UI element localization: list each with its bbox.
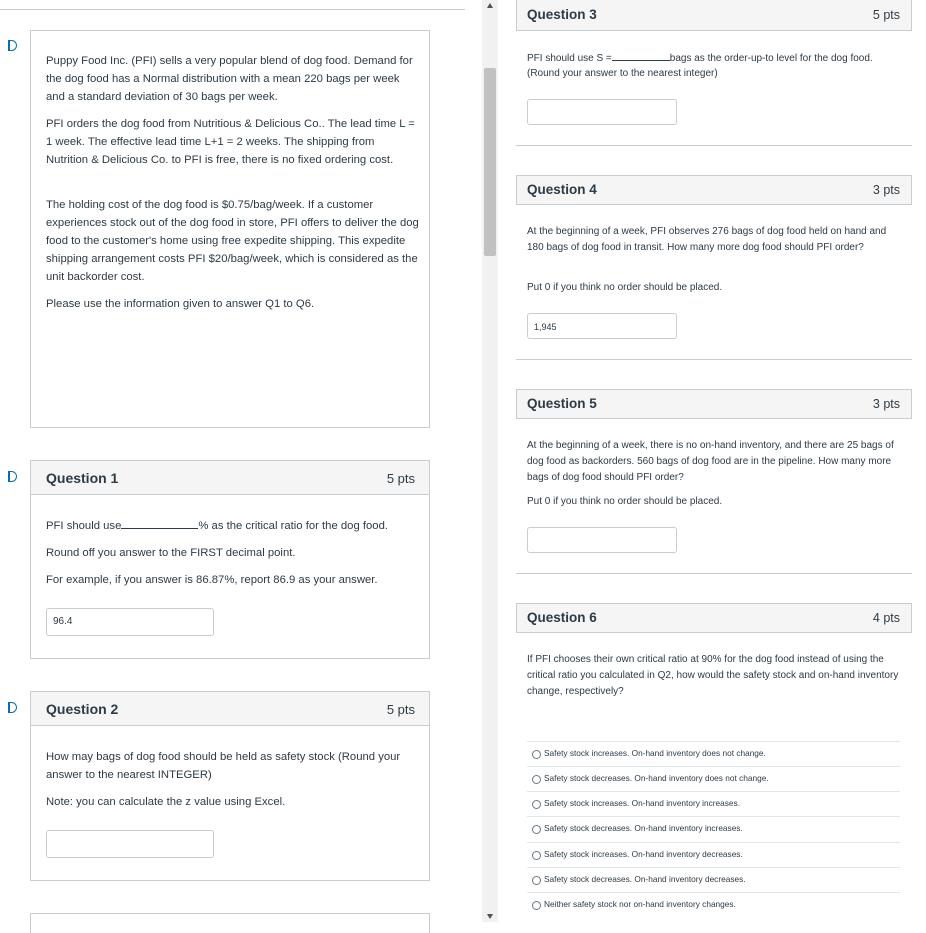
context-paragraph-4: Please use the information given to answer Q1 to Q6. [46, 298, 315, 310]
question-4-answer-input[interactable]: 1,945 [527, 313, 677, 339]
question-1-instruction: Round off you answer to the FIRST decimal point. [46, 547, 296, 559]
bookmark-flag-icon[interactable] [8, 702, 17, 713]
question-6-title: Question 6 [527, 610, 597, 625]
top-divider [0, 9, 465, 10]
question-4-prompt: At the beginning of a week, PFI observes 276 bags of dog food held on hand and 180 bags of dog food in transit. How many more dog food should PFI order? [527, 226, 887, 253]
question-5-bottom-divider [516, 573, 912, 574]
question-1-prompt: PFI should use % as the critical ratio for the dog food. [46, 517, 421, 535]
question-2-answer-input[interactable] [46, 830, 214, 858]
question-1-points: 5 pts [386, 471, 415, 486]
option-label: Safety stock increases. On-hand inventory increases. [544, 798, 740, 808]
context-paragraph-2: PFI orders the dog food from Nutritious & Delicious Co.. The lead time L = 1 week. The effective lead time L+1 = 2 weeks. The shipping from Nutrition & Delicious Co. to PFI is free, there is no fixed ordering cost. [46, 118, 415, 166]
question-2-card [30, 691, 430, 881]
question-5-answer-input[interactable] [527, 527, 677, 553]
context-paragraph-1: Puppy Food Inc. (PFI) sells a very popular blend of dog food. Demand for the dog food has a Normal distribution with a mean 220 bags per week and a standard deviation of 30 bags per week. [46, 55, 413, 103]
option-label: Safety stock increases. On-hand inventory does not change. [544, 748, 766, 758]
option-label: Safety stock decreases. On-hand inventory does not change. [544, 773, 769, 783]
question-4-note: Put 0 if you think no order should be placed. [527, 282, 723, 293]
context-paragraph-3: The holding cost of the dog food is $0.75/bag/week. If a customer experiences stock out of the dog food in store, PFI offers to deliver the dog food to the customer's home using free expedite shipping. This expedite shipping arrangement costs PFI $20/bag/week, which is considered as the unit backorder cost. [46, 199, 419, 283]
question-2-points: 5 pts [386, 702, 415, 717]
question-1-header [31, 461, 429, 495]
bookmark-flag-icon[interactable] [8, 40, 17, 51]
scroll-down-arrow-icon[interactable] [487, 914, 493, 919]
question-next-card-edge [30, 913, 430, 933]
question-6-option-5[interactable] [527, 842, 900, 867]
question-1-title: Question 1 [46, 470, 119, 486]
radio-button-icon[interactable] [532, 775, 541, 784]
question-3-prompt: PFI should use S = bags as the order-up-to level for the dog food. [527, 50, 907, 67]
option-label: Neither safety stock nor on-hand inventory changes. [544, 899, 736, 909]
option-label: Safety stock decreases. On-hand inventory decreases. [544, 874, 746, 884]
radio-button-icon[interactable] [532, 901, 541, 910]
question-1-example: For example, if you answer is 86.87%, report 86.9 as your answer. [46, 574, 378, 586]
question-6-option-1[interactable] [527, 741, 900, 766]
radio-button-icon[interactable] [532, 851, 541, 860]
question-6-option-3[interactable] [527, 791, 900, 816]
radio-button-icon[interactable] [532, 800, 541, 809]
question-5-prompt: At the beginning of a week, there is no on-hand inventory, and there are 25 bags of dog food as backorders. 560 bags of dog food are in the pipeline. How many more bags of dog food should PFI order? [527, 440, 894, 483]
question-6-option-2[interactable] [527, 766, 900, 791]
question-4-bottom-divider [516, 359, 912, 360]
question-5-title: Question 5 [527, 396, 597, 411]
question-2-note: Note: you can calculate the z value using Excel. [46, 796, 286, 808]
question-2-title: Question 2 [46, 701, 119, 717]
question-2-prompt: How may bags of dog food should be held as safety stock (Round your answer to the nearest INTEGER) [46, 751, 401, 781]
answer-blank [612, 50, 670, 61]
question-6-option-4[interactable] [527, 816, 900, 841]
option-label: Safety stock decreases. On-hand inventory increases. [544, 823, 743, 833]
question-3-bottom-divider [516, 145, 912, 146]
question-3-instruction: (Round your answer to the nearest integer) [527, 68, 718, 79]
answer-blank [121, 517, 198, 529]
question-5-points: 3 pts [872, 397, 900, 411]
question-4-title: Question 4 [527, 182, 597, 197]
question-4-points: 3 pts [872, 183, 900, 197]
question-3-header [516, 0, 912, 31]
radio-button-icon[interactable] [532, 750, 541, 759]
question-4-header [516, 175, 912, 205]
bookmark-flag-icon[interactable] [8, 471, 17, 482]
scroll-up-arrow-icon[interactable] [487, 3, 493, 8]
question-3-title: Question 3 [527, 7, 597, 22]
question-5-header [516, 389, 912, 419]
radio-button-icon[interactable] [532, 876, 541, 885]
question-6-header [516, 603, 912, 633]
scrollbar-thumb[interactable] [484, 68, 496, 256]
question-3-answer-input[interactable] [527, 99, 677, 125]
question-5-note: Put 0 if you think no order should be placed. [527, 496, 723, 507]
question-6-prompt: If PFI chooses their own critical ratio at 90% for the dog food instead of using the critical ratio you calculated in Q2, how would the safety stock and on-hand inventory change, respectively? [527, 654, 899, 697]
question-2-header [31, 692, 429, 726]
question-1-answer-input[interactable]: 96.4 [46, 608, 214, 636]
question-3-points: 5 pts [872, 8, 900, 22]
question-6-option-7[interactable] [527, 892, 900, 917]
question-1-card [30, 460, 430, 659]
option-label: Safety stock increases. On-hand inventory decreases. [544, 849, 743, 859]
question-6-option-6[interactable] [527, 867, 900, 892]
question-6-points: 4 pts [872, 611, 900, 625]
radio-button-icon[interactable] [532, 825, 541, 834]
context-panel [30, 30, 430, 428]
